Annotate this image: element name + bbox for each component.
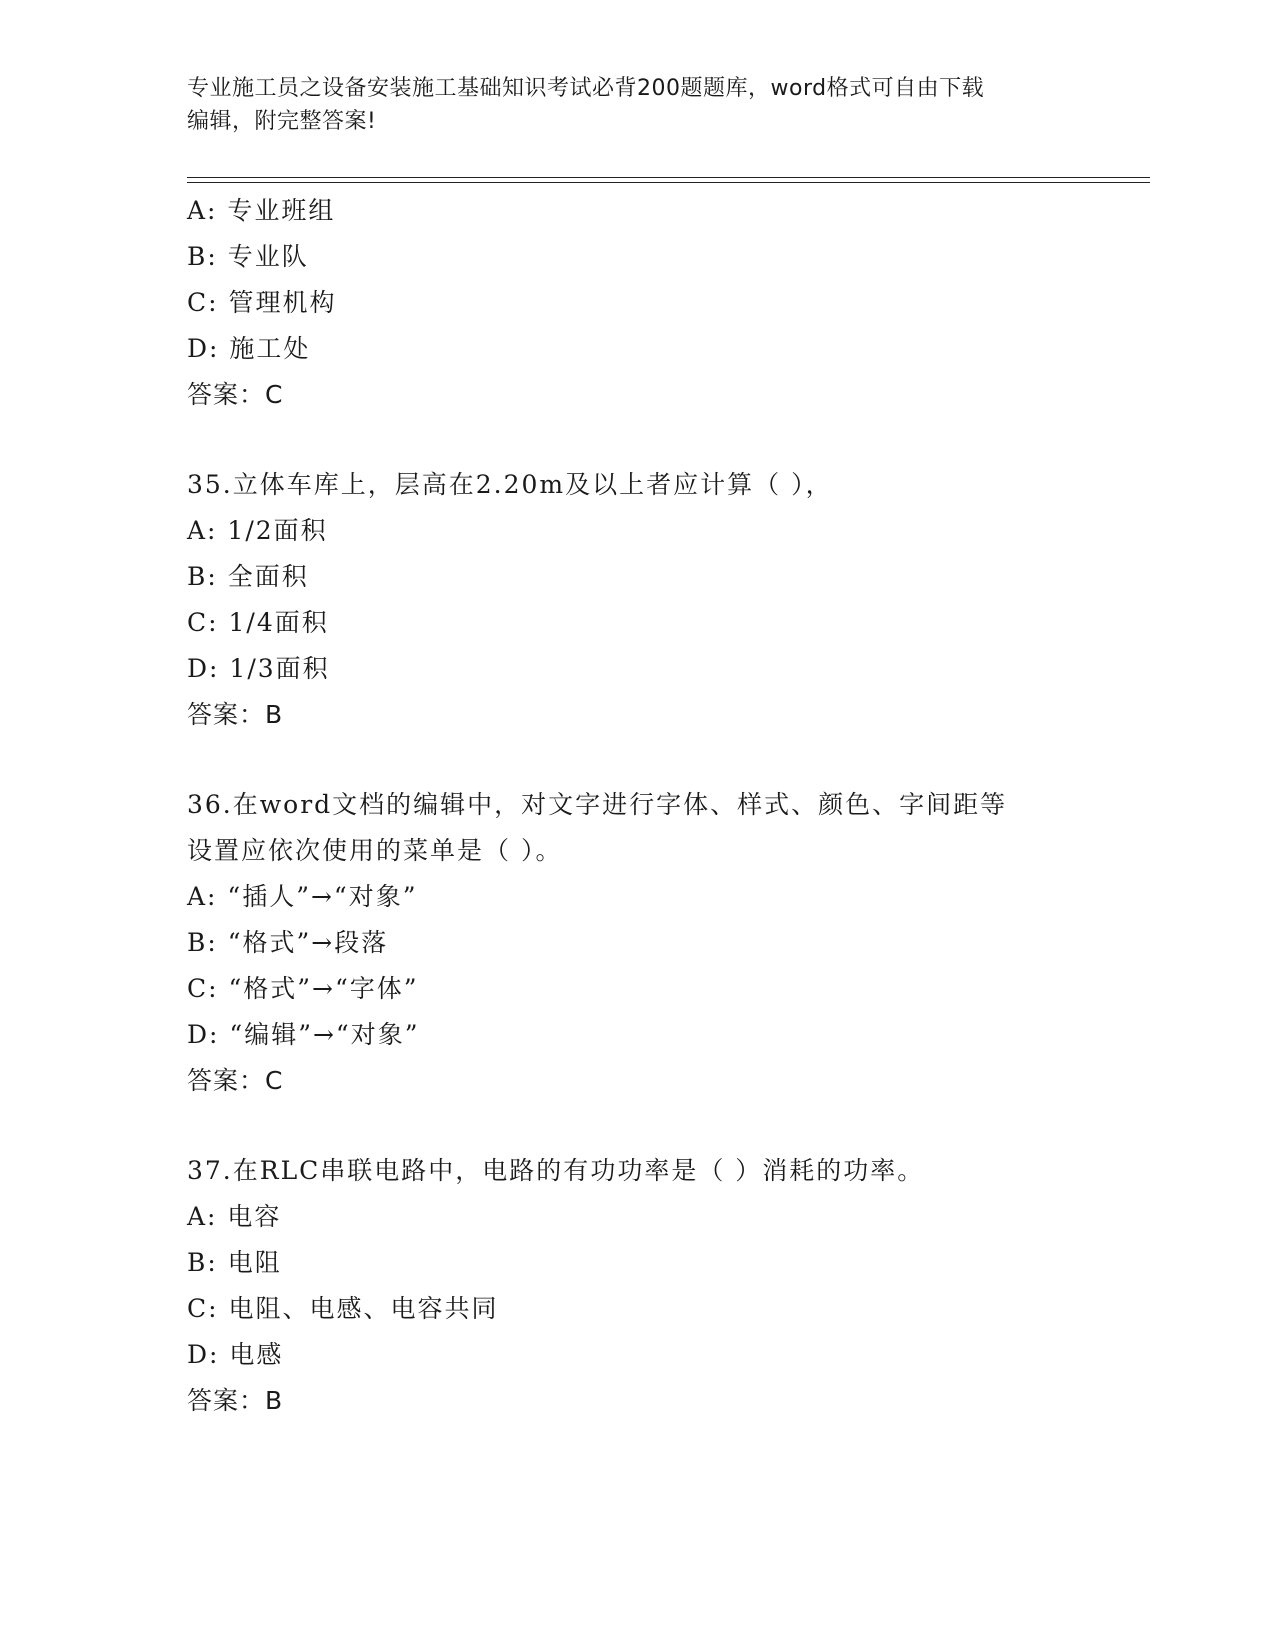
option-a: A: “插人”→“对象” <box>187 882 418 911</box>
option-a: A: 专业班组 <box>187 196 336 225</box>
option-d: D: 施工处 <box>187 334 311 363</box>
document-header <box>187 72 1067 138</box>
question-37 <box>187 1148 1067 1424</box>
option-a: A: 电容 <box>187 1202 282 1231</box>
option-b: B: “格式”→段落 <box>187 928 389 957</box>
option-d: D: 1/3面积 <box>187 654 330 683</box>
question-36 <box>187 782 1067 1104</box>
option-a: A: 1/2面积 <box>187 516 328 545</box>
option-b: B: 电阻 <box>187 1248 282 1277</box>
answer: 答案：C <box>187 380 284 409</box>
header-line-1: 专业施工员之设备安装施工基础知识考试必背200题题库，word格式可自由下载 <box>187 76 985 101</box>
option-c: C: 管理机构 <box>187 288 337 317</box>
option-c: C: 1/4面积 <box>187 608 329 637</box>
option-b: B: 专业队 <box>187 242 309 271</box>
spacer <box>187 738 1067 782</box>
answer: 答案：C <box>187 1066 284 1095</box>
header-divider-bottom <box>187 182 1150 183</box>
option-d: D: 电感 <box>187 1340 284 1369</box>
option-c: C: 电阻、电感、电容共同 <box>187 1294 499 1323</box>
option-d: D: “编辑”→“对象” <box>187 1020 420 1049</box>
answer: 答案：B <box>187 1386 284 1415</box>
header-line-2: 编辑，附完整答案! <box>187 109 377 134</box>
answer: 答案：B <box>187 700 284 729</box>
question-34 <box>187 188 1067 418</box>
question-text: 37.在RLC串联电路中，电路的有功功率是（ ）消耗的功率。 <box>187 1156 925 1185</box>
question-text: 35.立体车库上，层高在2.20m及以上者应计算（ ）， <box>187 470 833 499</box>
question-35 <box>187 462 1067 738</box>
spacer <box>187 1104 1067 1148</box>
question-list <box>187 188 1067 1424</box>
question-text-line-1: 36.在word文档的编辑中，对文字进行字体、样式、颜色、字间距等 <box>187 790 1008 819</box>
header-divider-top <box>187 177 1150 178</box>
spacer <box>187 418 1067 462</box>
option-c: C: “格式”→“字体” <box>187 974 419 1003</box>
question-text-line-2: 设置应依次使用的菜单是（ ）。 <box>187 836 563 865</box>
option-b: B: 全面积 <box>187 562 309 591</box>
